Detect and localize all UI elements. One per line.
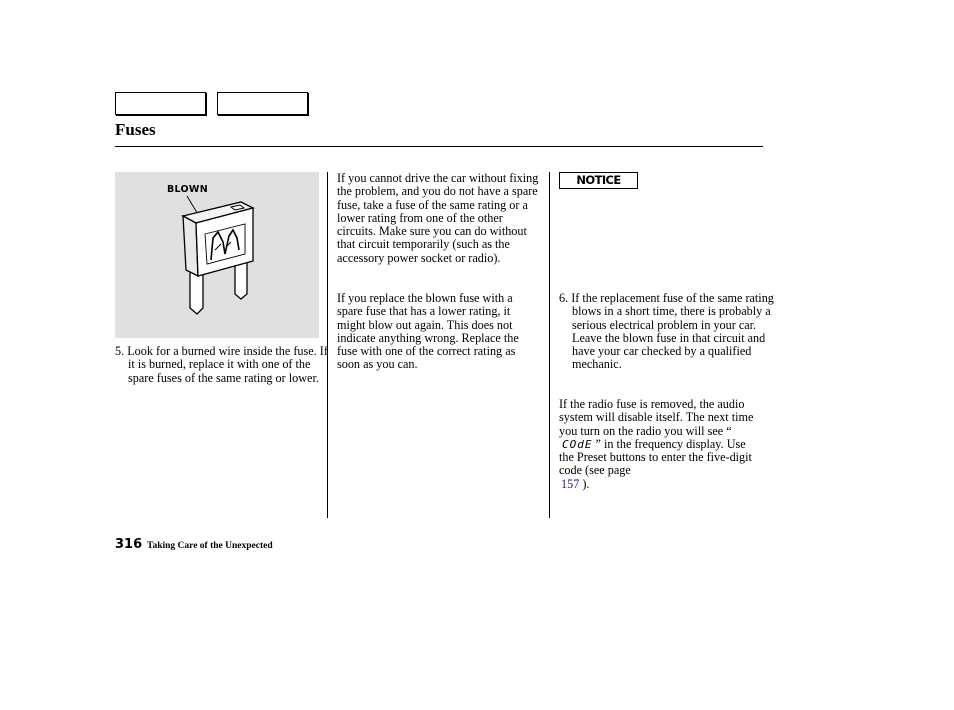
notice-badge: NOTICE	[559, 172, 638, 189]
page-157-link[interactable]: 157	[561, 476, 580, 491]
no-spare-fuse-paragraph: If you cannot drive the car without fixing the problem, and you do not have a spare fuse, take a fuse of the same rating or a lower rating from one of the other circuits. Make sure you can do without that circuit temporarily (such as the accessory power socket or radio).	[337, 171, 539, 265]
radio-fuse-paragraph	[559, 398, 763, 491]
code-display-readout: COdE	[562, 437, 593, 451]
blown-label: BLOWN	[167, 184, 208, 195]
step-5-text: 5. Look for a burned wire inside the fuse. If it is burned, replace it with one of the spare fuses of the same rating or lower.	[115, 344, 328, 385]
page-title: Fuses	[115, 120, 156, 139]
radio-text-end: ).	[579, 476, 590, 491]
step-6-text: 6. If the replacement fuse of the same rating blows in a short time, there is probably a serious electrical problem in your car. Leave the blown fuse in that circuit and have your car checked by a qualified mechanic.	[559, 291, 774, 372]
radio-text-start: If the radio fuse is removed, the audio system will disable itself. The next time you turn on the radio you will see “	[559, 397, 754, 438]
nav-tab-box-1[interactable]	[115, 92, 206, 115]
blown-fuse-figure	[115, 172, 319, 338]
radio-text-middle: ” in the frequency display. Use the Preset buttons to enter the five-digit code (see page	[559, 436, 752, 478]
nav-tab-box-2[interactable]	[217, 92, 308, 115]
page-number: 316	[115, 537, 143, 552]
lower-rating-paragraph: If you replace the blown fuse with a spare fuse that has a lower rating, it might blow out again. This does not indicate anything wrong. Replace the fuse with one of the correct rating as soon as you can.	[337, 291, 519, 372]
section-name: Taking Care of the Unexpected	[147, 541, 273, 551]
column-divider-2	[549, 172, 550, 518]
title-divider	[115, 146, 763, 147]
blown-fuse-icon	[115, 172, 319, 338]
